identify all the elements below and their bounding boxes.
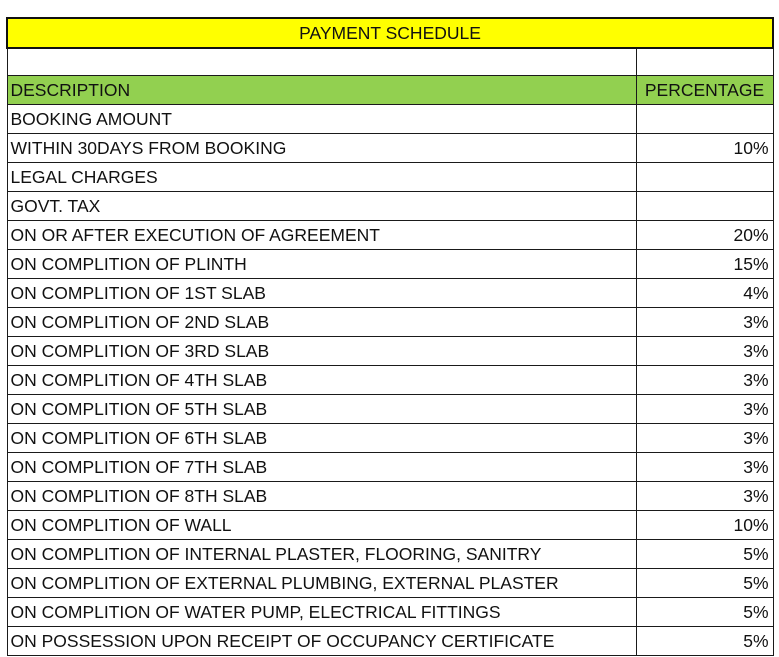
row-description: ON COMPLITION OF WATER PUMP, ELECTRICAL FITTINGS bbox=[7, 598, 636, 627]
table-row bbox=[7, 511, 773, 540]
title-row bbox=[7, 18, 773, 48]
header-row bbox=[7, 76, 773, 105]
row-description: ON COMPLITION OF 8TH SLAB bbox=[7, 482, 636, 511]
table-row bbox=[7, 163, 773, 192]
row-description: WITHIN 30DAYS FROM BOOKING bbox=[7, 134, 636, 163]
row-percentage: 5% bbox=[636, 540, 773, 569]
row-description: ON COMPLITION OF 2ND SLAB bbox=[7, 308, 636, 337]
row-percentage: 4% bbox=[636, 279, 773, 308]
row-percentage: 3% bbox=[636, 366, 773, 395]
table-row bbox=[7, 453, 773, 482]
table-row bbox=[7, 424, 773, 453]
row-description: ON COMPLITION OF 4TH SLAB bbox=[7, 366, 636, 395]
table-row bbox=[7, 598, 773, 627]
row-percentage: 15% bbox=[636, 250, 773, 279]
row-description: LEGAL CHARGES bbox=[7, 163, 636, 192]
row-description: ON COMPLITION OF 6TH SLAB bbox=[7, 424, 636, 453]
table-row bbox=[7, 395, 773, 424]
row-percentage: 10% bbox=[636, 134, 773, 163]
table-title: PAYMENT SCHEDULE bbox=[7, 18, 773, 48]
row-percentage: 3% bbox=[636, 395, 773, 424]
table-row bbox=[7, 627, 773, 656]
row-description: ON COMPLITION OF 5TH SLAB bbox=[7, 395, 636, 424]
row-percentage: 5% bbox=[636, 569, 773, 598]
blank-cell bbox=[636, 48, 773, 76]
row-percentage: 20% bbox=[636, 221, 773, 250]
row-description: ON COMPLITION OF 1ST SLAB bbox=[7, 279, 636, 308]
table-row bbox=[7, 279, 773, 308]
table-row bbox=[7, 540, 773, 569]
row-description: ON COMPLITION OF 3RD SLAB bbox=[7, 337, 636, 366]
row-percentage: 3% bbox=[636, 308, 773, 337]
row-description: ON COMPLITION OF INTERNAL PLASTER, FLOORING, SANITRY bbox=[7, 540, 636, 569]
row-percentage: 5% bbox=[636, 598, 773, 627]
table-row bbox=[7, 105, 773, 134]
table-row bbox=[7, 482, 773, 511]
table-row bbox=[7, 366, 773, 395]
row-percentage: 3% bbox=[636, 482, 773, 511]
row-description: ON COMPLITION OF EXTERNAL PLUMBING, EXTERNAL PLASTER bbox=[7, 569, 636, 598]
table-row bbox=[7, 134, 773, 163]
table-row bbox=[7, 192, 773, 221]
header-percentage: PERCENTAGE bbox=[636, 76, 773, 105]
table-row bbox=[7, 569, 773, 598]
row-percentage: 3% bbox=[636, 337, 773, 366]
blank-cell bbox=[7, 48, 636, 76]
row-percentage bbox=[636, 105, 773, 134]
row-percentage: 5% bbox=[636, 627, 773, 656]
row-description: ON COMPLITION OF 7TH SLAB bbox=[7, 453, 636, 482]
row-description: BOOKING AMOUNT bbox=[7, 105, 636, 134]
header-description: DESCRIPTION bbox=[7, 76, 636, 105]
row-percentage: 10% bbox=[636, 511, 773, 540]
payment-schedule-sheet bbox=[6, 17, 772, 656]
blank-row bbox=[7, 48, 773, 76]
row-description: ON POSSESSION UPON RECEIPT OF OCCUPANCY CERTIFICATE bbox=[7, 627, 636, 656]
table-row bbox=[7, 221, 773, 250]
row-description: ON OR AFTER EXECUTION OF AGREEMENT bbox=[7, 221, 636, 250]
row-percentage bbox=[636, 192, 773, 221]
row-percentage: 3% bbox=[636, 424, 773, 453]
row-percentage: 3% bbox=[636, 453, 773, 482]
table-row bbox=[7, 250, 773, 279]
table-row bbox=[7, 337, 773, 366]
payment-schedule-table bbox=[6, 17, 774, 656]
row-description: GOVT. TAX bbox=[7, 192, 636, 221]
row-percentage bbox=[636, 163, 773, 192]
row-description: ON COMPLITION OF WALL bbox=[7, 511, 636, 540]
row-description: ON COMPLITION OF PLINTH bbox=[7, 250, 636, 279]
table-row bbox=[7, 308, 773, 337]
